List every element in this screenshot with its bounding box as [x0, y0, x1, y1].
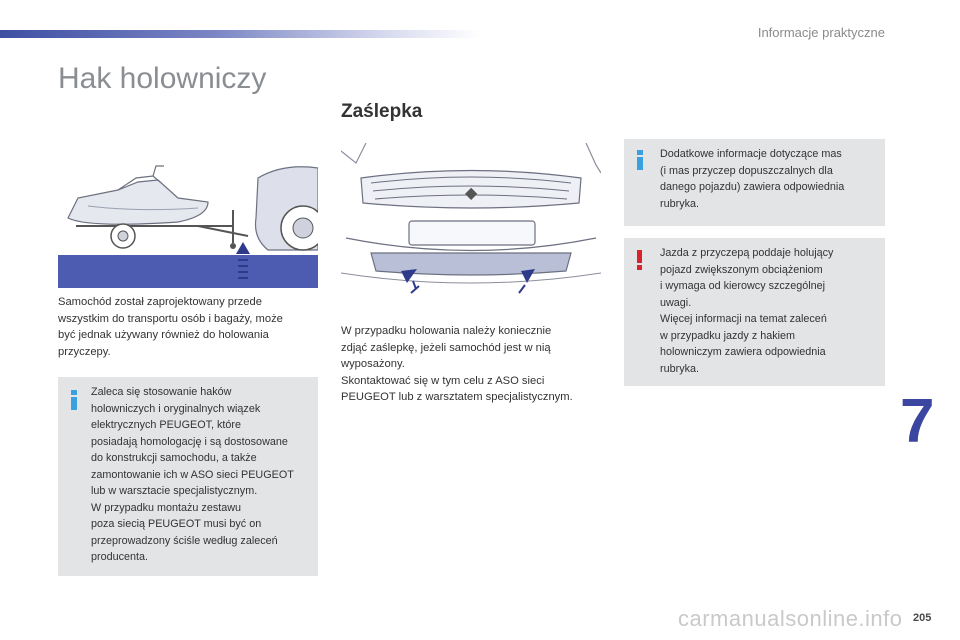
header-accent-bar	[0, 30, 480, 38]
tow-info-note	[58, 377, 318, 576]
page-title: Hak holowniczy	[58, 62, 267, 95]
cover-removal-text: W przypadku holowania należy koniecznie zdjąć zaślepkę, jeżeli samochód jest w nią wyposażony. Skontaktować się w tym celu z ASO sieci PEUGEOT lub z warsztatem specjalistycznym.	[341, 325, 573, 403]
info-icon	[69, 390, 79, 410]
section-header: Informacje praktyczne	[757, 25, 885, 40]
svg-text:◆: ◆	[465, 183, 478, 202]
trailer-warning-note	[624, 238, 885, 386]
mass-info-note-text: Dodatkowe informacje dotyczące mas (i mas przyczep dopuszczalnych dla danego pojazdu) zawiera odpowiednia rubryka.	[660, 148, 845, 210]
bumper-cover-illustration	[341, 143, 601, 295]
page-number: 205	[913, 612, 932, 624]
mass-info-note	[624, 139, 885, 226]
watermark: carmanualsonline.info	[678, 606, 903, 631]
trailer-warning-note-text: Jazda z przyczepą poddaje holujący pojazd zwiększonym obciążeniom i wymaga od kierowcy szczególnej uwagi. Więcej informacji na temat zaleceń w przypadku jazdy z hakiem holowniczym zawiera odpowiednia rubryka.	[660, 247, 834, 375]
section-subtitle: Zaślepka	[341, 101, 423, 122]
warning-icon	[635, 250, 645, 270]
trailer-towing-illustration	[58, 158, 318, 288]
chapter-number: 7	[900, 387, 935, 456]
info-icon	[635, 150, 645, 170]
tow-info-note-text: Zaleca się stosowanie haków holowniczych i oryginalnych wiązek elektrycznych PEUGEOT, które posiadają homologację i są dostosowane do konstrukcji samochodu, a także zamontowanie ich w ASO sieci PEUGEOT lub w warsztacie specjalistycznym. W przypadku montażu zestawu poza siecią PEUGEOT musi być on przeprowadzony ściśle według zaleceń producenta.	[91, 386, 294, 563]
tow-intro-text: Samochód został zaprojektowany przede wszystkim do transportu osób i bagaży, może być jednak używany również do holowania przyczepy.	[58, 296, 283, 358]
